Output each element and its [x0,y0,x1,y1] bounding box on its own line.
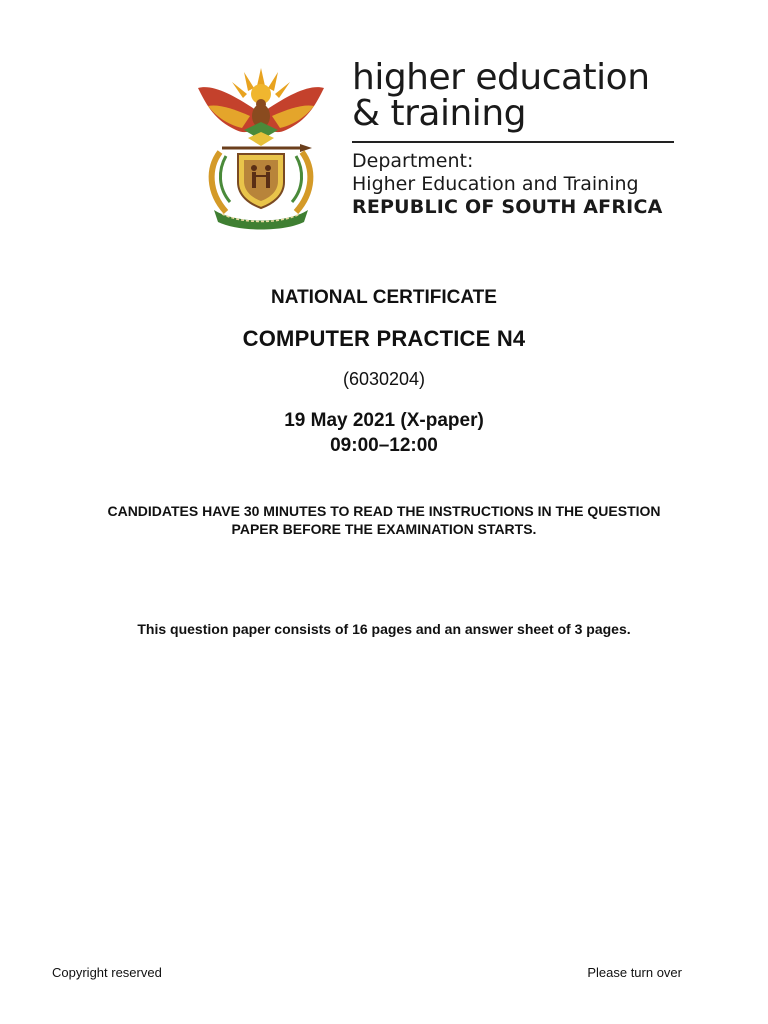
footer-turn-over: Please turn over [587,965,682,980]
brand-divider [352,141,674,143]
exam-date: 19 May 2021 (X-paper) [284,410,484,431]
certificate-title: NATIONAL CERTIFICATE [271,287,497,308]
subject-code: (6030204) [342,369,426,389]
department-name: Higher Education and Training [352,173,639,195]
coat-of-arms-icon [192,64,330,232]
department-branding [352,57,682,219]
brand-line-2: & training [352,93,526,134]
reading-instructions [0,502,768,538]
page-count-info: This question paper consists of 16 pages and an answer sheet of 3 pages. [137,621,631,637]
instructions-line-1: CANDIDATES HAVE 30 MINUTES TO READ THE INSTRUCTIONS IN THE QUESTION [107,503,661,519]
exam-time: 09:00–12:00 [330,435,438,456]
brand-line-1: higher education [352,57,650,98]
department-label: Department: [352,150,474,172]
subject-title: COMPUTER PRACTICE N4 [242,326,526,351]
country-name: REPUBLIC OF SOUTH AFRICA [352,196,663,218]
instructions-line-2: PAPER BEFORE THE EXAMINATION STARTS. [231,521,537,537]
department-details [352,150,682,219]
exam-date-time [0,408,768,458]
footer-copyright: Copyright reserved [52,965,162,980]
